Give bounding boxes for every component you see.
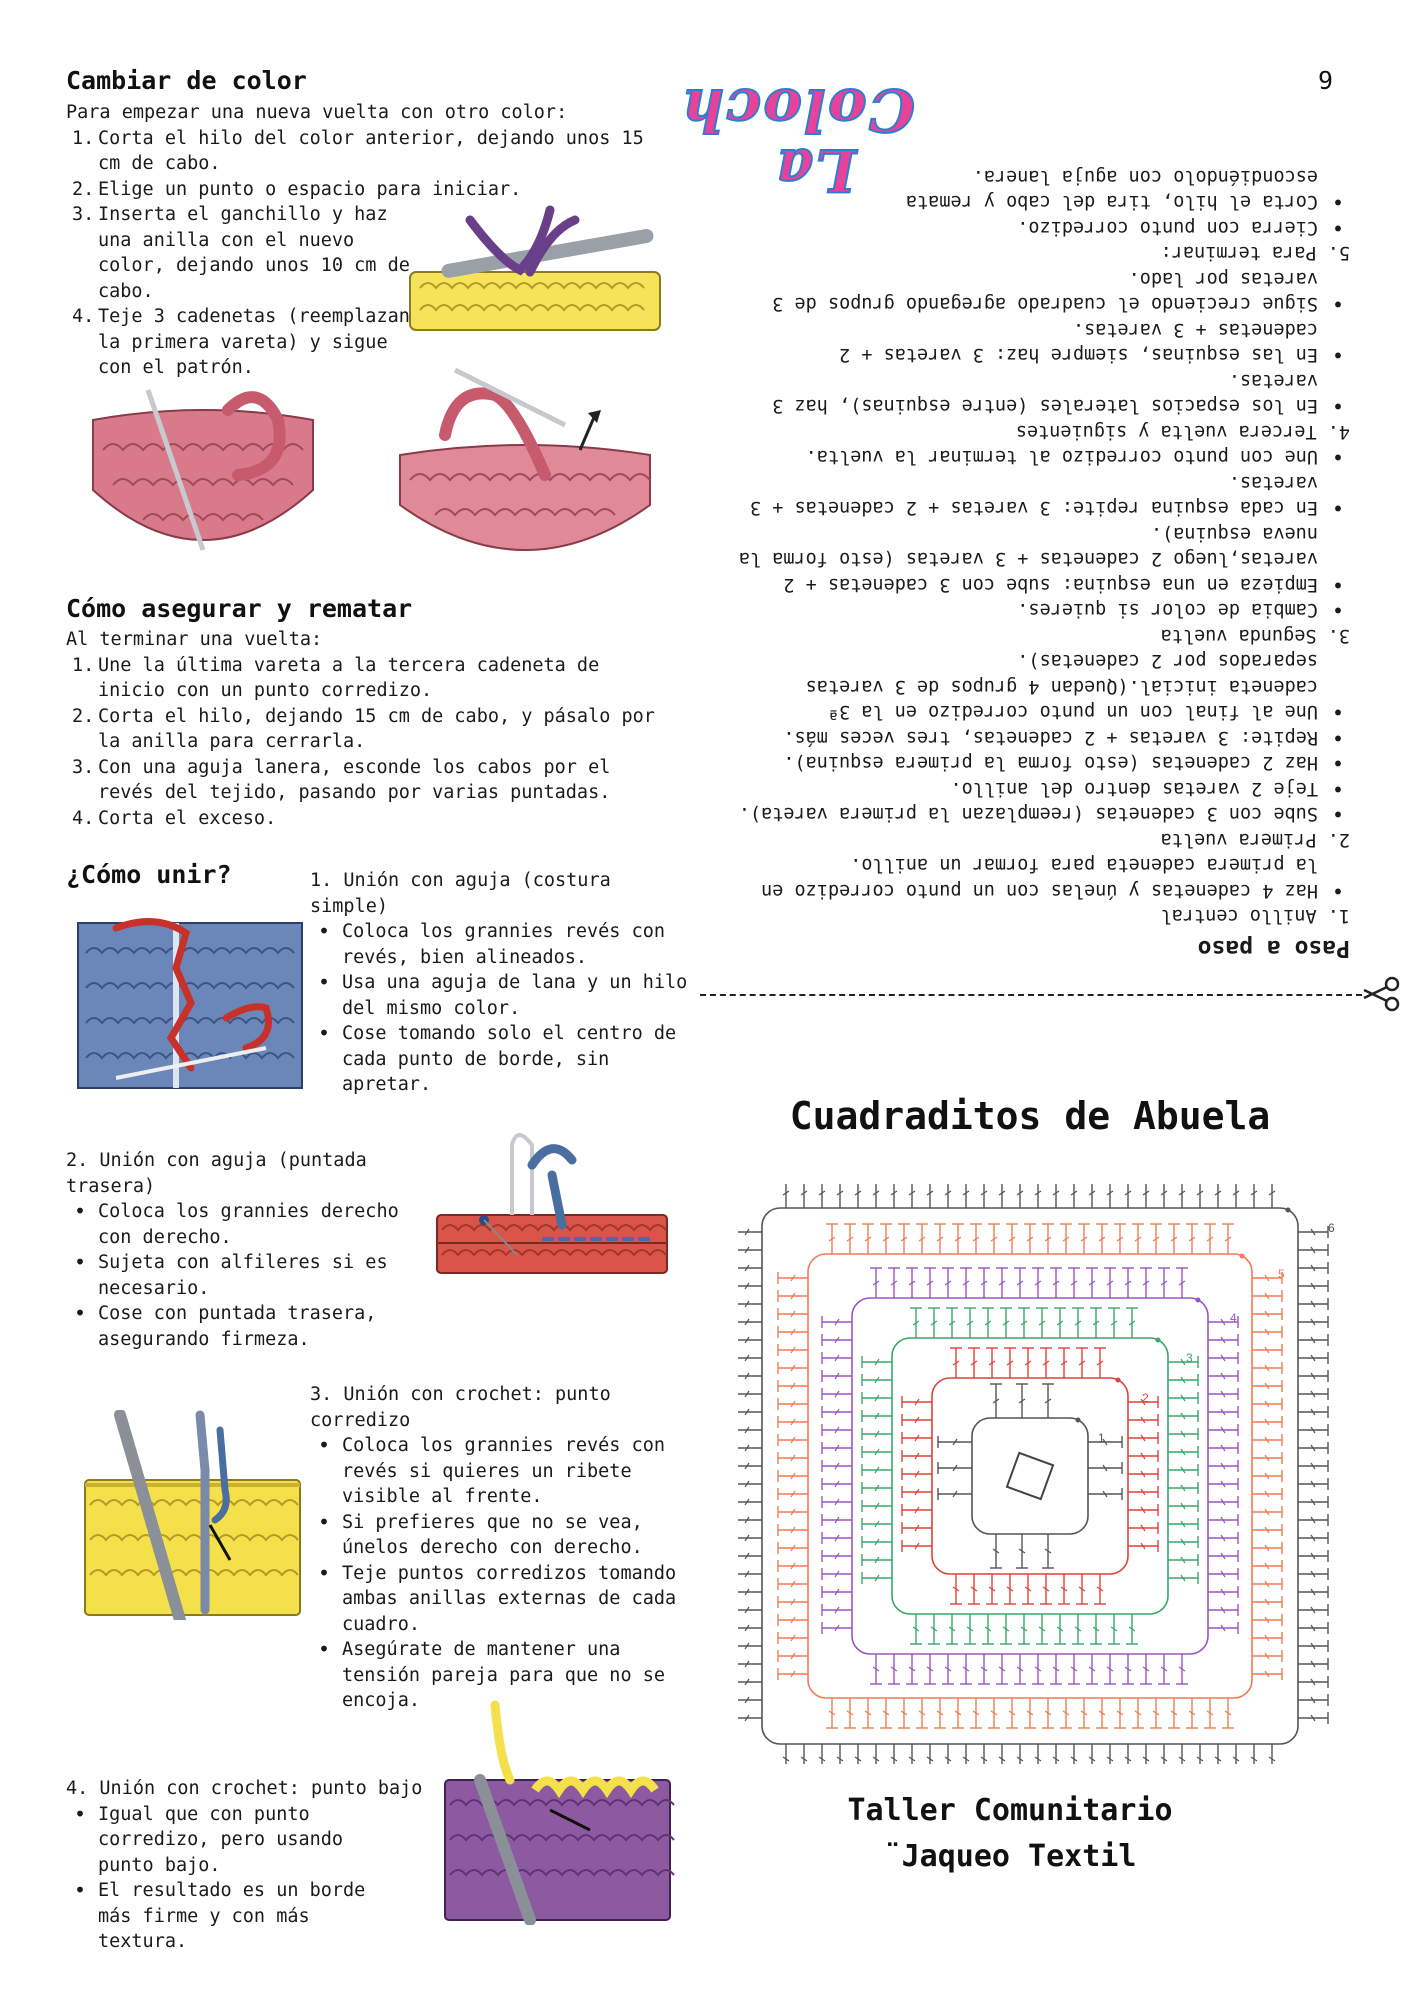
asegurar-title: Cómo asegurar y rematar — [66, 594, 413, 623]
round-4 — [822, 1268, 1238, 1684]
method-4-title: 4. Unión con crochet: punto bajo — [66, 1778, 423, 1799]
granny-square-diagram — [738, 1184, 1338, 1764]
paso-a-paso — [679, 60, 1350, 961]
page-number: 9 — [1318, 66, 1334, 95]
round-3 — [862, 1308, 1198, 1644]
join-blue-illustration — [76, 908, 304, 1090]
footer-line-2: ¨Jaqueo Textil — [883, 1839, 1137, 1874]
join-red-illustration — [432, 1125, 672, 1275]
paso-section-2-title: 2. Primera vuelta — [1160, 829, 1350, 850]
paso-section-1-title: 1. Anillo central — [1160, 905, 1350, 927]
change-color-pink-illustration-2 — [395, 365, 655, 585]
round-label-3: 3 — [1186, 1351, 1193, 1365]
paso-section-2 — [700, 648, 1350, 852]
method-2 — [66, 1148, 426, 1352]
paso-item: • Empieza en una esquina: sube con 3 cadenetas + 2 varetas,luego 2 cadenetas + 3 varetas (esto forma la nueva esquina). — [738, 521, 1318, 598]
paso-section-4 — [700, 266, 1350, 445]
method-4-item: • Igual que con punto corredizo, pero usando punto bajo. — [98, 1802, 398, 1879]
paso-item: • Sigue creciendo el cuadrado agregando grupos de 3 varetas por lado. — [738, 266, 1318, 317]
method-1-item: • Coloca los grannies revés con revés, bien alineados. — [342, 919, 690, 970]
round-label-6: 6 — [1328, 1221, 1335, 1235]
paso-item: • Une con punto corredizo al terminar la vuelta. — [738, 444, 1318, 470]
method-2-item: • Coloca los grannies derecho con derecho. — [98, 1199, 426, 1250]
logo-text: La Coloch — [679, 76, 915, 204]
paso-section-3-title: 3. Segunda vuelta — [1160, 625, 1350, 646]
round-label-4: 4 — [1230, 1311, 1237, 1325]
cambiar-step-2: 2. Elige un punto o espacio para iniciar. — [66, 177, 666, 203]
round-label-2: 2 — [1142, 1391, 1149, 1405]
cambiar-color-intro: Para empezar una nueva vuelta con otro color: — [66, 102, 568, 123]
unir-title: ¿Cómo unir? — [66, 860, 232, 889]
round-6 — [738, 1184, 1335, 1764]
method-1-item: • Usa una aguja de lana y un hilo del mismo color. — [342, 970, 690, 1021]
paso-title: Paso a paso — [1197, 935, 1350, 961]
cambiar-color-title: Cambiar de color — [66, 66, 307, 95]
method-3 — [310, 1382, 690, 1714]
paso-item: • En las esquinas, siempre haz: 3 varetas + 2 cadenetas + 3 varetas. — [738, 317, 1318, 368]
change-color-pink-illustration-1 — [88, 380, 318, 585]
method-4-item: • El resultado es un borde más firme y con más textura. — [98, 1878, 398, 1955]
method-3-item: • Asegúrate de mantener una tensión pareja para que no se encoja. — [342, 1637, 690, 1714]
round-label-1: 1 — [1098, 1431, 1105, 1445]
join-purple-illustration — [440, 1700, 675, 1925]
method-4 — [66, 1776, 446, 1955]
paso-item: • Sube con 3 cadenetas (reemplazan la primera vareta). — [738, 801, 1318, 827]
paso-item: • Une al final con un punto corredizo en la 3ª cadeneta inicial.(Quedan 4 grupos de 3 varetas separados por 2 cadenetas). — [738, 648, 1318, 725]
footer — [700, 1788, 1320, 1880]
change-color-yellow-illustration — [400, 200, 670, 335]
asegurar-text — [66, 627, 676, 831]
footer-line-1: Taller Comunitario — [847, 1793, 1173, 1828]
method-1-title: 1. Unión con aguja (costura simple) — [310, 870, 611, 917]
paso-section-5 — [700, 164, 1350, 266]
method-2-title: 2. Unión con aguja (puntada trasera) — [66, 1150, 367, 1197]
paso-section-3 — [700, 444, 1350, 648]
asegurar-step-2: 2. Corta el hilo, dejando 15 cm de cabo, y pásalo por la anilla para cerrarla. — [66, 704, 676, 755]
method-1-item: • Cose tomando solo el centro de cada punto de borde, sin apretar. — [342, 1021, 690, 1098]
paso-section-5-title: 5. Para terminar: — [1160, 242, 1350, 264]
paso-item: • Corta el hilo, tira del cabo y remata escondiéndolo con aguja lanera. — [848, 164, 1318, 215]
cambiar-step-1: 1. Corta el hilo del color anterior, dejando unos 15 cm de cabo. — [66, 126, 658, 177]
cut-line — [700, 994, 1362, 996]
method-3-item: • Coloca los grannies revés con revés si quieres un ribete visible al frente. — [342, 1433, 690, 1510]
cambiar-step-4: 4. Teje 3 cadenetas (reemplazan la primera vareta) y sigue con el patrón. — [66, 304, 428, 381]
scissors-icon — [1362, 976, 1402, 1012]
join-yellow-illustration — [80, 1410, 305, 1620]
cambiar-step-3: 3. Inserta el ganchillo y haz una anilla con el nuevo color, dejando unos 10 cm de cabo. — [66, 202, 428, 304]
method-3-title: 3. Unión con crochet: punto corredizo — [310, 1384, 611, 1431]
paso-item: • Cambia de color si quieres. — [738, 597, 1318, 623]
method-3-item: • Si prefieres que no se vea, únelos derecho con derecho. — [342, 1510, 690, 1561]
round-2 — [902, 1348, 1158, 1604]
paso-item: • Cierra con punto corredizo. — [848, 215, 1318, 241]
asegurar-step-4: 4. Corta el exceso. — [66, 806, 676, 832]
method-1 — [310, 868, 690, 1098]
method-2-item: • Cose con puntada trasera, asegurando firmeza. — [98, 1301, 426, 1352]
asegurar-step-1: 1. Une la última vareta a la tercera cadeneta de inicio con un punto corredizo. — [66, 653, 676, 704]
round-5 — [778, 1224, 1285, 1728]
round-1 — [938, 1384, 1122, 1568]
method-3-item: • Teje puntos corredizos tomando ambas anillas externas de cada cuadro. — [342, 1561, 690, 1638]
paso-item: • Haz 4 cadenetas y únelas con un punto corredizo en la primera cadeneta para formar un anillo. — [738, 852, 1318, 903]
paso-item: • Repite: 3 varetas + 2 cadenetas, tres veces más. — [738, 725, 1318, 751]
paso-item: • En cada esquina repite: 3 varetas + 2 cadenetas + 3 varetas. — [738, 470, 1318, 521]
asegurar-intro: Al terminar una vuelta: — [66, 629, 323, 650]
paso-section-4-title: 4. Tercera vuelta y siguientes — [1015, 421, 1350, 442]
round-label-5: 5 — [1278, 1267, 1285, 1281]
paso-item: • Teje 2 varetas dentro del anillo. — [738, 776, 1318, 802]
method-2-item: • Sujeta con alfileres si es necesario. — [98, 1250, 426, 1301]
paso-item: • Haz 2 cadenetas (esto forma la primera esquina). — [738, 750, 1318, 776]
paso-item: • En los espacios laterales (entre esquinas), haz 3 varetas. — [738, 368, 1318, 419]
asegurar-step-3: 3. Con una aguja lanera, esconde los cabos por el revés del tejido, pasando por varias puntadas. — [66, 755, 676, 806]
ring-center — [1007, 1453, 1053, 1499]
paso-section-1 — [700, 852, 1350, 929]
granny-title: Cuadraditos de Abuela — [789, 1094, 1271, 1138]
